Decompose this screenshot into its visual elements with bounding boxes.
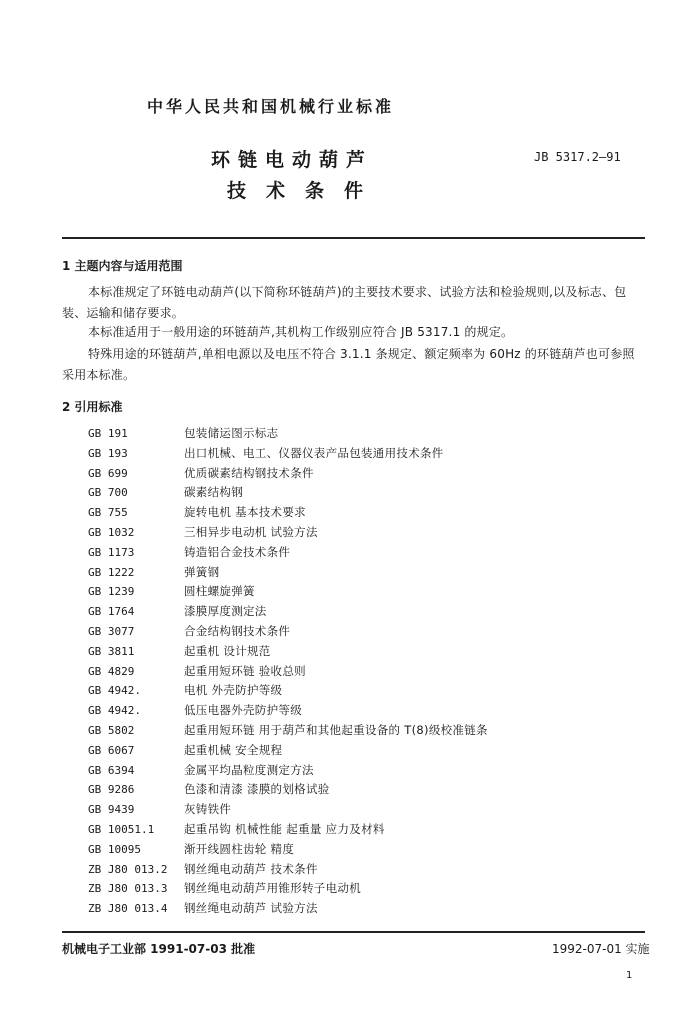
reference-code: GB 3077 bbox=[88, 624, 135, 638]
reference-item bbox=[88, 840, 488, 860]
publisher-heading: 中华人民共和国机械行业标准 bbox=[147, 97, 395, 116]
reference-code: GB 4829 bbox=[88, 664, 135, 678]
reference-code: GB 4942. bbox=[88, 704, 141, 718]
reference-code: GB 755 bbox=[88, 506, 128, 520]
reference-title: 渐开线圆柱齿轮 精度 bbox=[184, 841, 295, 856]
reference-code: GB 10051.1 bbox=[88, 822, 155, 836]
document-title: 环链电动葫芦 bbox=[211, 149, 374, 171]
reference-code: GB 4942. bbox=[88, 684, 141, 698]
reference-code: GB 3811 bbox=[88, 644, 135, 658]
reference-item bbox=[88, 503, 488, 523]
reference-title: 漆膜厚度测定法 bbox=[184, 604, 267, 619]
reference-item bbox=[88, 464, 488, 484]
reference-title: 起重吊钩 机械性能 起重量 应力及材料 bbox=[184, 821, 385, 836]
reference-title: 出口机械、电工、仪器仪表产品包装通用技术条件 bbox=[184, 445, 444, 460]
reference-item bbox=[88, 444, 488, 464]
reference-item bbox=[88, 741, 488, 761]
section-1-paragraph: 本标准规定了环链电动葫芦(以下简称环链葫芦)的主要技术要求、试验方法和检验规则,以及标志、包装、运输和储存要求。 bbox=[62, 285, 627, 320]
reference-title: 铸造铝合金技术条件 bbox=[184, 544, 291, 559]
reference-code: GB 191 bbox=[88, 427, 128, 440]
reference-item bbox=[88, 899, 488, 919]
reference-item bbox=[88, 622, 488, 642]
reference-title: 起重机械 安全规程 bbox=[184, 742, 283, 757]
reference-item bbox=[88, 681, 488, 701]
reference-code: GB 1173 bbox=[88, 545, 135, 559]
reference-title: 合金结构钢技术条件 bbox=[184, 623, 291, 638]
section-1-paragraph: 特殊用途的环链葫芦,单相电源以及电压不符合 3.1.1 条规定、额定频率为 60Hz 的环链葫芦也可参照采用本标准。 bbox=[62, 347, 635, 382]
reference-item bbox=[88, 662, 488, 682]
reference-item bbox=[88, 483, 488, 503]
reference-item bbox=[88, 424, 488, 444]
reference-item bbox=[88, 721, 488, 741]
reference-code: GB 699 bbox=[88, 466, 128, 480]
implementation-date: 1992-07-01 实施 bbox=[552, 942, 650, 956]
reference-item bbox=[88, 780, 488, 800]
reference-item bbox=[88, 860, 488, 880]
reference-title: 起重用短环链 验收总则 bbox=[184, 663, 306, 678]
reference-code: GB 1222 bbox=[88, 565, 135, 579]
reference-item bbox=[88, 543, 488, 563]
reference-code: GB 9286 bbox=[88, 783, 135, 797]
header-divider bbox=[62, 237, 645, 239]
reference-title: 弹簧钢 bbox=[184, 564, 220, 579]
reference-code: GB 10095 bbox=[88, 842, 141, 856]
reference-code: ZB J80 013.3 bbox=[88, 882, 168, 896]
reference-code: ZB J80 013.2 bbox=[88, 862, 168, 876]
reference-title: 优质碳素结构钢技术条件 bbox=[184, 465, 314, 480]
reference-item bbox=[88, 879, 488, 899]
reference-title: 三相异步电动机 试验方法 bbox=[184, 524, 318, 539]
reference-title: 电机 外壳防护等级 bbox=[184, 683, 283, 698]
reference-title: 包装储运图示标志 bbox=[184, 426, 279, 440]
reference-item bbox=[88, 800, 488, 820]
reference-item bbox=[88, 820, 488, 840]
reference-title: 旋转电机 基本技术要求 bbox=[184, 505, 306, 520]
reference-title: 钢丝绳电动葫芦用锥形转子电动机 bbox=[184, 881, 361, 896]
reference-item bbox=[88, 602, 488, 622]
reference-item bbox=[88, 642, 488, 662]
reference-title: 色漆和清漆 漆膜的划格试验 bbox=[184, 782, 330, 797]
reference-code: GB 6067 bbox=[88, 743, 135, 757]
reference-item bbox=[88, 761, 488, 781]
page-number: 1 bbox=[626, 970, 633, 981]
standard-code: JB 5317.2—91 bbox=[534, 150, 621, 164]
footer-divider bbox=[62, 931, 645, 933]
reference-title: 钢丝绳电动葫芦 技术条件 bbox=[184, 861, 318, 876]
section-1-paragraph: 本标准适用于一般用途的环链葫芦,其机构工作级别应符合 JB 5317.1 的规定。 bbox=[88, 325, 514, 339]
reference-code: GB 5802 bbox=[88, 723, 135, 737]
reference-code: GB 1239 bbox=[88, 585, 135, 599]
reference-item bbox=[88, 582, 488, 602]
reference-code: GB 1032 bbox=[88, 525, 135, 539]
document-subtitle: 技术条件 bbox=[227, 180, 384, 202]
reference-code: GB 700 bbox=[88, 486, 128, 500]
reference-code: GB 1764 bbox=[88, 605, 135, 619]
reference-code: GB 6394 bbox=[88, 763, 135, 777]
reference-list bbox=[88, 424, 488, 919]
approval-line: 机械电子工业部 1991-07-03 批准 bbox=[62, 942, 256, 956]
reference-title: 低压电器外壳防护等级 bbox=[184, 703, 302, 718]
section-2-heading: 2 引用标准 bbox=[62, 400, 123, 414]
reference-item bbox=[88, 701, 488, 721]
reference-item bbox=[88, 563, 488, 583]
reference-title: 碳素结构钢 bbox=[184, 485, 243, 500]
reference-title: 灰铸铁件 bbox=[184, 802, 232, 817]
reference-title: 金属平均晶粒度测定方法 bbox=[184, 762, 314, 777]
reference-code: ZB J80 013.4 bbox=[88, 902, 168, 916]
reference-code: GB 9439 bbox=[88, 803, 135, 817]
section-1-heading: 1 主题内容与适用范围 bbox=[62, 259, 183, 273]
reference-title: 起重机 设计规范 bbox=[184, 643, 271, 658]
reference-title: 钢丝绳电动葫芦 试验方法 bbox=[184, 901, 318, 916]
reference-title: 圆柱螺旋弹簧 bbox=[184, 584, 255, 599]
reference-item bbox=[88, 523, 488, 543]
reference-title: 起重用短环链 用于葫芦和其他起重设备的 T(8)级校准链条 bbox=[184, 722, 488, 737]
reference-code: GB 193 bbox=[88, 446, 128, 460]
